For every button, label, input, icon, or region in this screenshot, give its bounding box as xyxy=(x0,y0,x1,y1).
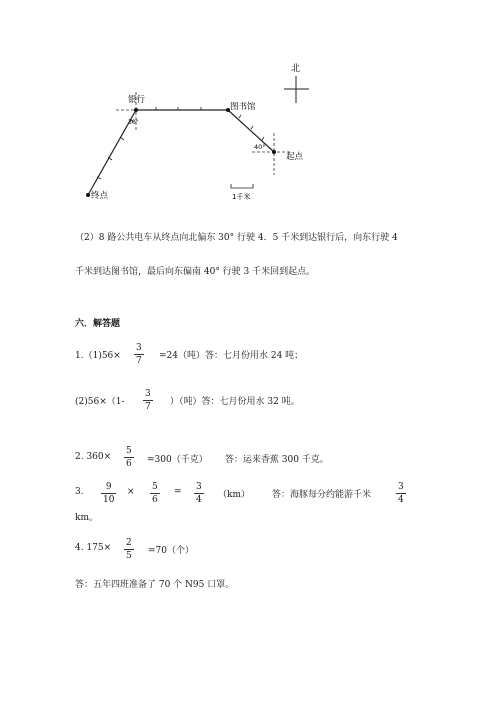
fraction-bar xyxy=(134,354,144,355)
a3-unit: （km） xyxy=(218,490,250,500)
route-ticks xyxy=(97,107,264,179)
fraction-bar xyxy=(194,493,204,494)
fraction-denominator: 4 xyxy=(398,495,404,505)
a1-p1-fraction xyxy=(134,343,144,366)
a3-fraction-3 xyxy=(194,482,204,505)
end-point xyxy=(86,193,90,197)
bank-angle-label: 30° xyxy=(128,119,139,126)
fraction-numerator: 5 xyxy=(152,482,158,492)
bank-point xyxy=(134,108,138,112)
start-label: 起点 xyxy=(286,152,304,162)
fraction-denominator: 6 xyxy=(152,495,158,505)
a1-p1-post: =24（吨）答：七月份用水 24 吨； xyxy=(159,351,304,361)
route-line xyxy=(88,110,274,195)
fraction-denominator: 7 xyxy=(136,356,142,366)
a3-times: × xyxy=(127,487,135,497)
a2-post: =300（千克） 答：运来香蕉 300 千克。 xyxy=(147,455,329,465)
fraction-numerator: 3 xyxy=(145,389,151,399)
a3-fraction-4 xyxy=(396,482,406,505)
a3-fraction-1 xyxy=(101,482,116,505)
fraction-bar xyxy=(101,493,116,494)
end-label: 终点 xyxy=(91,191,109,201)
a2-fraction xyxy=(124,446,134,469)
a4-answer: 答：五年四班准备了 70 个 N95 口罩。 xyxy=(75,580,235,590)
fraction-numerator: 3 xyxy=(136,343,142,353)
a1-p1-pre: 1.（1)56× xyxy=(75,351,121,361)
a3-tail: km。 xyxy=(75,513,98,523)
fraction-numerator: 5 xyxy=(126,446,132,456)
q2-line2: 千米到达图书馆，最后向东偏南 40° 行驶 3 千米回到起点。 xyxy=(75,267,316,277)
a1-p2-pre: (2)56×（1- xyxy=(75,397,125,407)
north-label: 北 xyxy=(291,64,301,74)
a2-pre: 2. 360× xyxy=(75,452,112,462)
a3-pre: 3. xyxy=(75,487,84,497)
section-title: 六．解答题 xyxy=(75,319,121,329)
fraction-denominator: 10 xyxy=(103,495,115,505)
a4-pre: 4. 175× xyxy=(75,543,112,553)
fraction-bar xyxy=(143,400,153,401)
fraction-numerator: 2 xyxy=(126,538,132,548)
a3-equals: = xyxy=(174,487,182,497)
library-label: 图书馆 xyxy=(230,102,256,112)
fraction-denominator: 7 xyxy=(145,402,151,412)
fraction-bar xyxy=(124,549,134,550)
scale-label: 1千米 xyxy=(232,193,251,201)
scale-bar xyxy=(231,184,253,188)
start-point xyxy=(272,150,276,154)
a3-answer: 答：海豚每分约能游千米 xyxy=(272,490,372,500)
fraction-denominator: 4 xyxy=(196,495,202,505)
fraction-numerator: 9 xyxy=(105,482,112,492)
bank-label: 银行 xyxy=(128,95,146,105)
route-diagram xyxy=(0,0,500,215)
fraction-numerator: 3 xyxy=(398,482,404,492)
q2-line1: （2）8 路公共电车从终点向北偏东 30° 行驶 4．5 千米到达银行后，向东行驶 4 xyxy=(75,233,398,243)
fraction-bar xyxy=(150,493,160,494)
fraction-denominator: 5 xyxy=(126,551,132,561)
fraction-numerator: 3 xyxy=(196,482,202,492)
a4-post: =70（个） xyxy=(148,546,194,556)
a1-p2-post: ）（吨）答：七月份用水 32 吨。 xyxy=(170,397,300,407)
fraction-bar xyxy=(396,493,406,494)
a4-fraction xyxy=(124,538,134,561)
a1-p2-fraction xyxy=(143,389,153,412)
a3-fraction-2 xyxy=(150,482,160,505)
start-angle-label: 40° xyxy=(254,143,266,151)
fraction-denominator: 6 xyxy=(126,459,132,469)
fraction-bar xyxy=(124,457,134,458)
